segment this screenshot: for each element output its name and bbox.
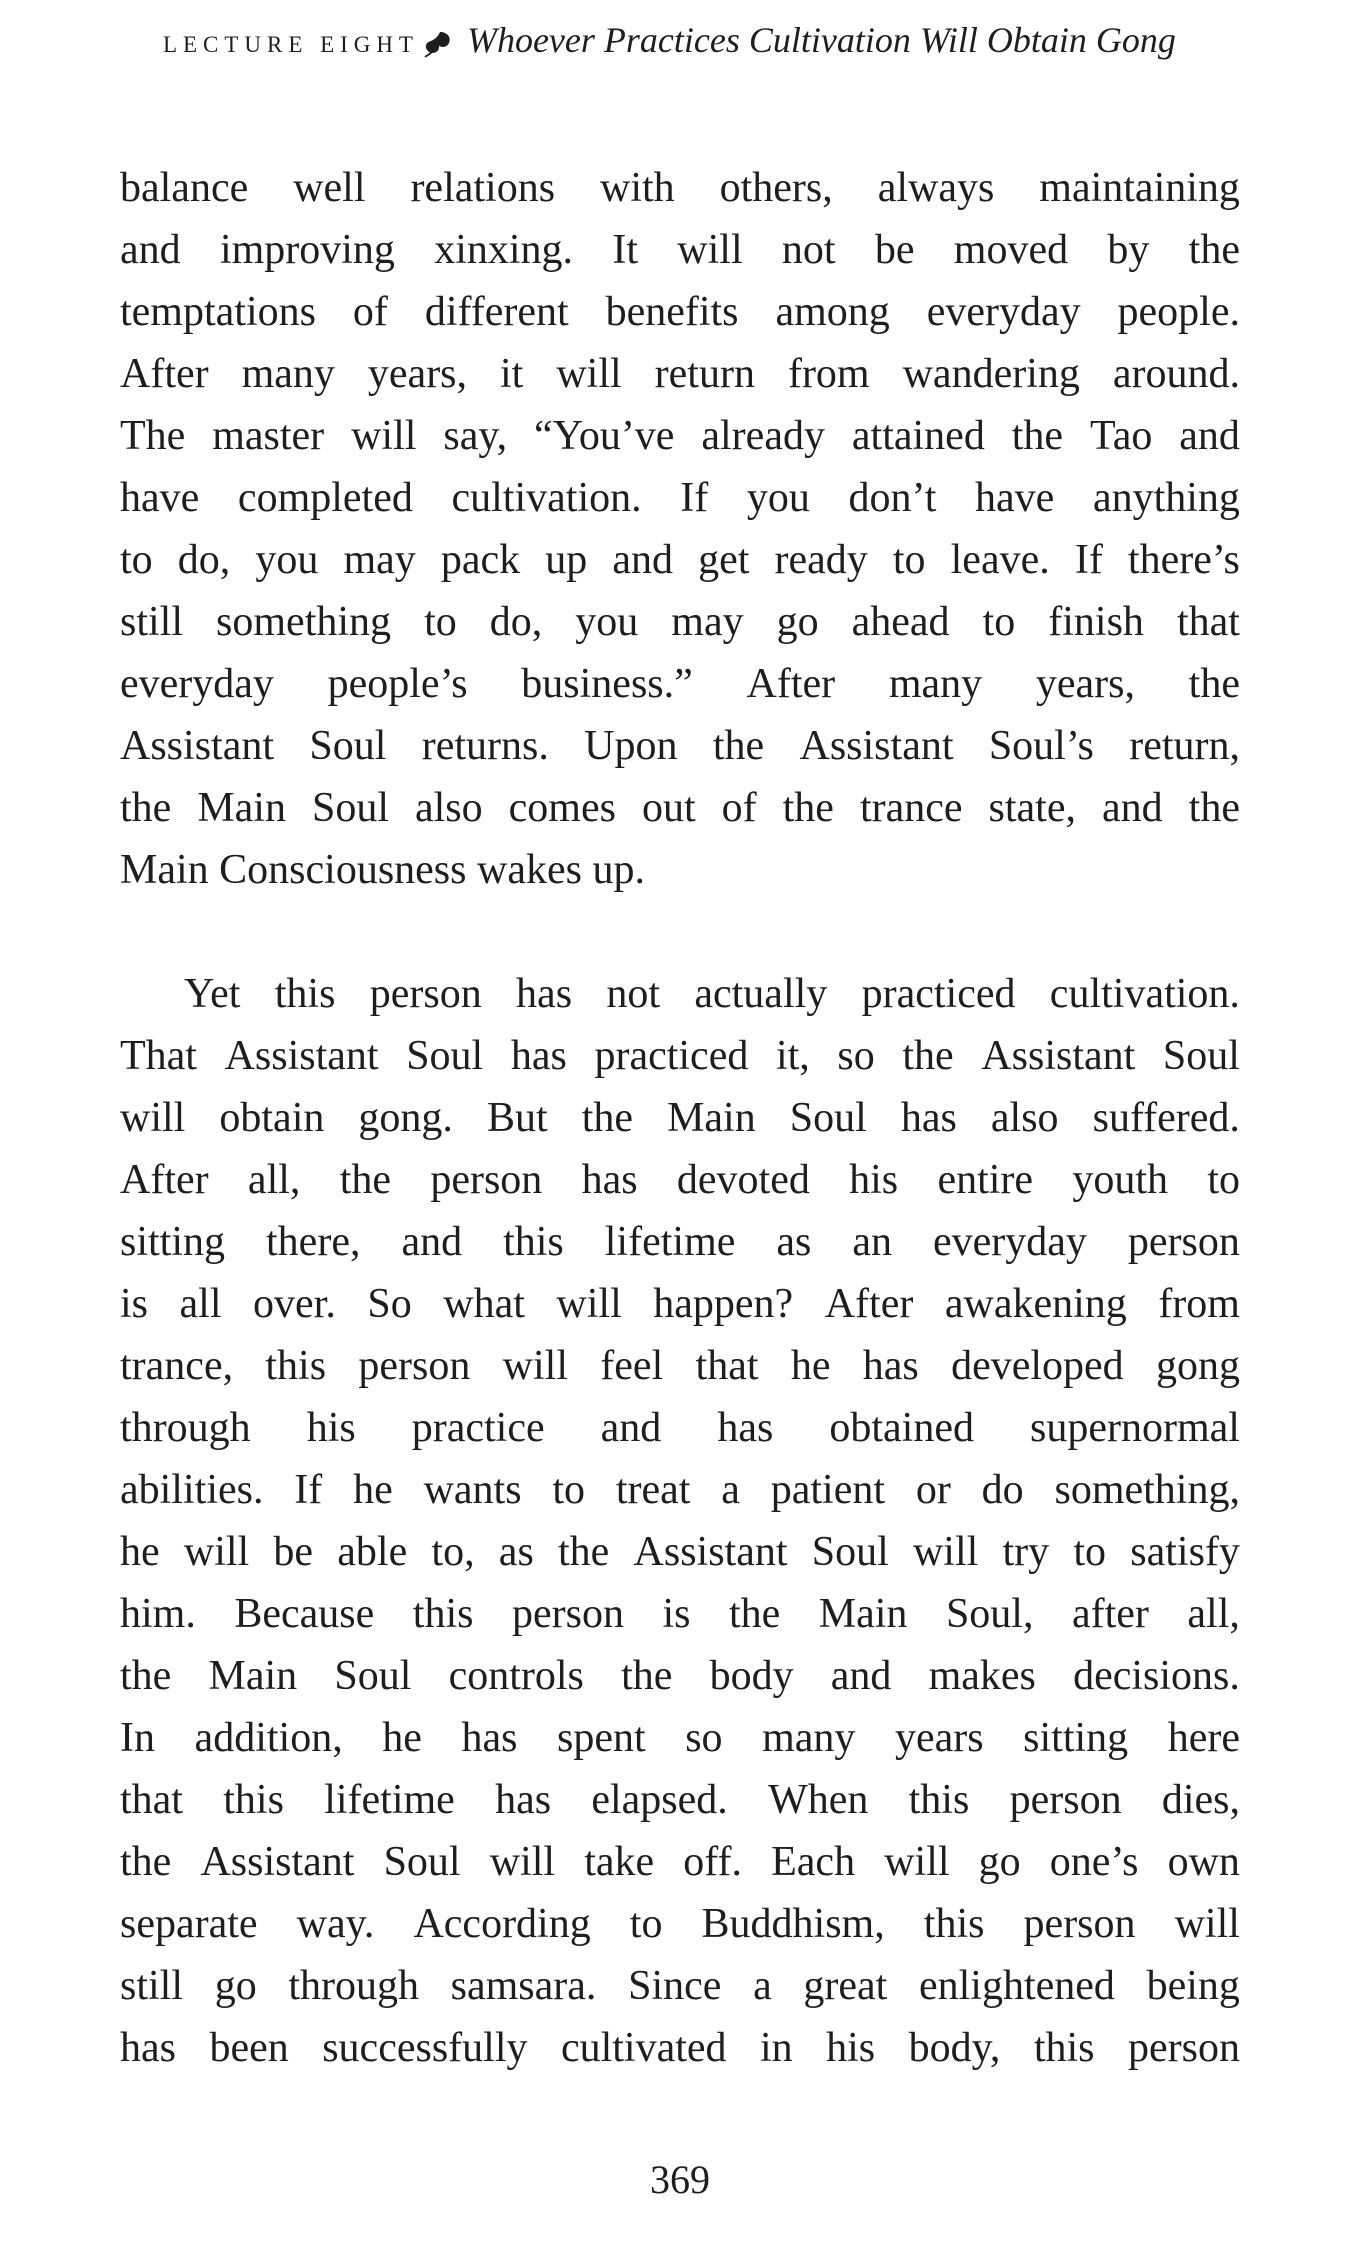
text-line: Assistant Soul returns. Upon the Assistant Soul’s return, (120, 723, 1240, 769)
text-line: has been successfully cultivated in his body, this person (120, 2025, 1240, 2071)
text-line: still something to do, you may go ahead to finish that (120, 599, 1240, 645)
text-line: In addition, he has spent so many years sitting here (120, 1715, 1240, 1761)
text-line: sitting there, and this lifetime as an everyday person (120, 1219, 1240, 1265)
text-line: The master will say, “You’ve already attained the Tao and (120, 413, 1240, 459)
text-line: is all over. So what will happen? After awakening from (120, 1281, 1240, 1327)
text-line: will obtain gong. But the Main Soul has also suffered. (120, 1095, 1240, 1141)
text-line: separate way. According to Buddhism, this person will (120, 1901, 1240, 1947)
page-body (120, 157, 1240, 2079)
paragraph (120, 963, 1240, 2079)
page-number: 369 (650, 2157, 710, 2202)
text-line: to do, you may pack up and get ready to leave. If there’s (120, 537, 1240, 583)
text-line: have completed cultivation. If you don’t have anything (120, 475, 1240, 521)
text-line: That Assistant Soul has practiced it, so the Assistant Soul (120, 1033, 1240, 1079)
lecture-label: LECTURE EIGHT (163, 32, 419, 57)
text-line: Yet this person has not actually practiced cultivation. (184, 971, 1240, 1017)
text-line: the Main Soul also comes out of the trance state, and the (120, 785, 1240, 831)
paragraph (120, 157, 1240, 901)
text-line: balance well relations with others, always maintaining (120, 165, 1240, 211)
text-line: that this lifetime has elapsed. When this person dies, (120, 1777, 1240, 1823)
text-line: him. Because this person is the Main Soul, after all, (120, 1591, 1240, 1637)
text-line: Main Consciousness wakes up. (120, 847, 645, 893)
leaf-fleuron-icon (423, 29, 453, 64)
chapter-title: Whoever Practices Cultivation Will Obtain Gong (466, 20, 1176, 60)
text-line: temptations of different benefits among everyday people. (120, 289, 1240, 335)
running-head (163, 20, 1176, 65)
text-line: through his practice and has obtained supernormal (120, 1405, 1240, 1451)
text-line: trance, this person will feel that he has developed gong (120, 1343, 1240, 1389)
text-line: still go through samsara. Since a great enlightened being (120, 1963, 1240, 2009)
text-line: and improving xinxing. It will not be moved by the (120, 227, 1240, 273)
text-line: After all, the person has devoted his entire youth to (120, 1157, 1240, 1203)
text-line: the Assistant Soul will take off. Each will go one’s own (120, 1839, 1240, 1885)
text-line: the Main Soul controls the body and makes decisions. (120, 1653, 1240, 1699)
text-line: he will be able to, as the Assistant Soul will try to satisfy (120, 1529, 1240, 1575)
text-line: everyday people’s business.” After many years, the (120, 661, 1240, 707)
text-line: After many years, it will return from wandering around. (120, 351, 1240, 397)
text-line: abilities. If he wants to treat a patient or do something, (120, 1467, 1240, 1513)
